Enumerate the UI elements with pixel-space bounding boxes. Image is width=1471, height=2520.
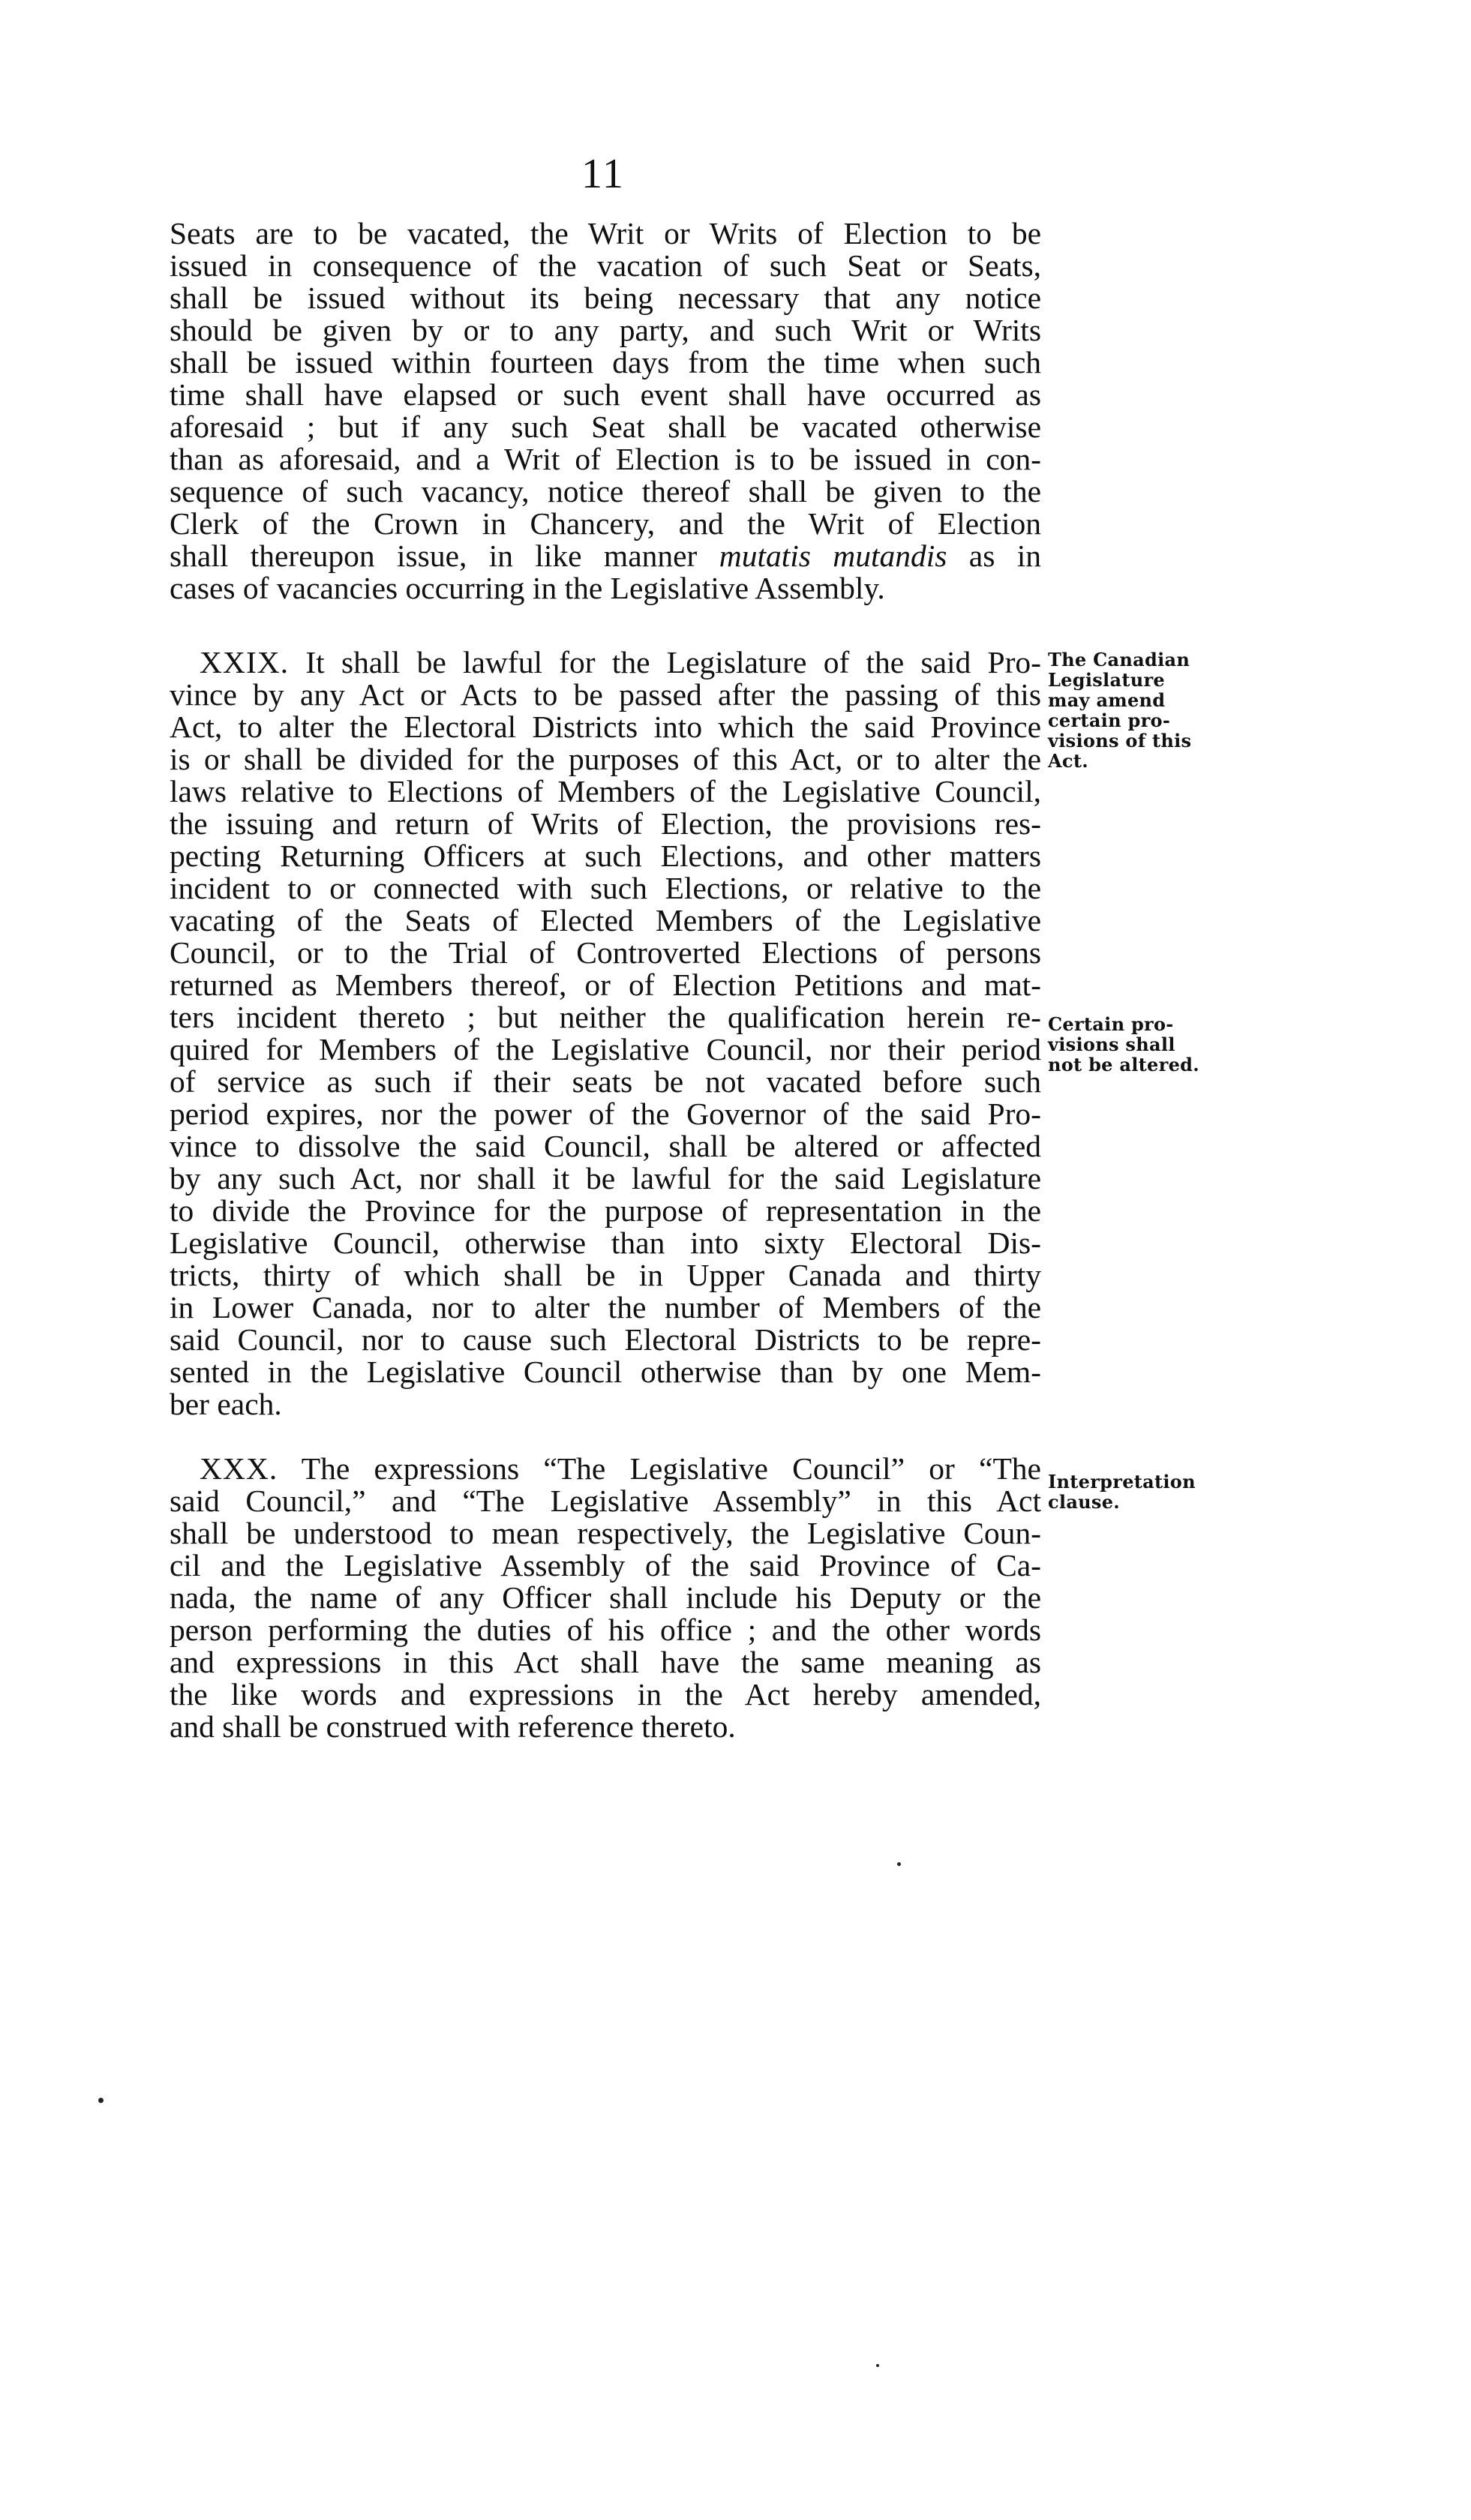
section-first-line (170, 646, 1041, 679)
text-line-with-italic (170, 540, 1041, 572)
text-line: said Council,” and “The Legislative Assembly” in this Act (170, 1484, 1041, 1518)
margin-note-line: Interpretation (1048, 1471, 1196, 1492)
text-line: than as aforesaid, and a Writ of Election is to be issued in con- (170, 442, 1041, 476)
text-line: vince by any Act or Acts to be passed after the passing of this (170, 677, 1041, 712)
margin-note-line: visions shall (1048, 1034, 1175, 1055)
margin-note-line: not be altered. (1048, 1054, 1199, 1076)
scan-speck (897, 1862, 901, 1866)
margin-note-line: Legislature (1048, 669, 1165, 691)
text-line: returned as Members thereof, or of Election Petitions and mat- (170, 968, 1041, 1002)
text-line: vacating of the Seats of Elected Members of the Legislative (170, 903, 1041, 938)
text-segment: shall thereupon issue, in like manner (170, 538, 698, 573)
text-segment: It shall be lawful for the Legislature of the said Pro- (305, 645, 1041, 680)
text-line: issued in consequence of the vacation of such Seat or Seats, (170, 248, 1041, 283)
text-line: ber each. (170, 1387, 282, 1421)
margin-note-line: The Canadian (1048, 649, 1190, 670)
text-line: the issuing and return of Writs of Election, the provisions res- (170, 806, 1041, 841)
text-line: person performing the duties of his office ; and the other words (170, 1612, 1041, 1647)
text-line: shall be understood to mean respectively, the Legislative Coun- (170, 1516, 1041, 1550)
margin-note-line: clause. (1048, 1491, 1120, 1513)
section-number: XXX. (200, 1451, 278, 1486)
margin-note-canadian-legislature (1048, 650, 1198, 771)
text-line: said Council, nor to cause such Electoral Districts to be repre- (170, 1322, 1041, 1357)
text-line: nada, the name of any Officer shall include his Deputy or the (170, 1580, 1041, 1615)
text-line: by any such Act, nor shall it be lawful for the said Legislature (170, 1161, 1041, 1196)
margin-note-line: visions of this (1048, 730, 1192, 752)
scan-speck (98, 2098, 104, 2103)
text-line: Seats are to be vacated, the Writ or Writs of Election to be (170, 216, 1041, 250)
margin-note-line: certain pro- (1048, 710, 1171, 731)
text-line: quired for Members of the Legislative Council, nor their period (170, 1032, 1041, 1066)
section-number: XXIX. (200, 645, 290, 680)
text-line: Legislative Council, otherwise than into sixty Electoral Dis- (170, 1226, 1041, 1260)
margin-note-certain-provisions (1048, 1014, 1198, 1075)
text-line: the like words and expressions in the Act hereby amended, (170, 1677, 1041, 1712)
text-line: and shall be construed with reference thereto. (170, 1709, 736, 1744)
text-line: shall be issued without its being necessary that any notice (170, 280, 1041, 315)
text-line: period expires, nor the power of the Governor of the said Pro- (170, 1096, 1041, 1131)
text-line: aforesaid ; but if any such Seat shall be vacated otherwise (170, 410, 1041, 444)
text-line: tricts, thirty of which shall be in Upper Canada and thirty (170, 1258, 1041, 1292)
page-number: 11 (581, 151, 625, 197)
text-line: Council, or to the Trial of Controverted Elections of persons (170, 935, 1041, 970)
scan-speck (876, 2364, 879, 2367)
text-segment: as in (968, 538, 1041, 573)
text-line: sented in the Legislative Council otherwise than by one Mem- (170, 1354, 1041, 1389)
text-line: cases of vacancies occurring in the Legislative Assembly. (170, 571, 885, 605)
text-line: in Lower Canada, nor to alter the number of Members of the (170, 1290, 1041, 1324)
section-first-line (170, 1453, 1041, 1485)
text-line: laws relative to Elections of Members of the Legislative Council, (170, 774, 1041, 808)
paragraph-continuation (170, 218, 1041, 604)
text-line: pecting Returning Officers at such Elections, and other matters (170, 838, 1041, 873)
italic-phrase: mutatis mutandis (719, 538, 947, 573)
margin-note-line: Certain pro- (1048, 1013, 1174, 1035)
margin-note-interpretation (1048, 1472, 1198, 1512)
text-line: vince to dissolve the said Council, shall be altered or affected (170, 1129, 1041, 1163)
text-line: time shall have elapsed or such event shall have occurred as (170, 377, 1041, 412)
margin-note-line: may amend (1048, 689, 1166, 711)
text-line: is or shall be divided for the purposes of this Act, or to alter the (170, 742, 1041, 776)
text-line: Clerk of the Crown in Chancery, and the Writ of Election (170, 506, 1041, 541)
text-line: Act, to alter the Electoral Districts into which the said Province (170, 710, 1041, 744)
margin-note-line: Act. (1048, 750, 1088, 772)
text-line: of service as such if their seats be not vacated before such (170, 1064, 1041, 1099)
text-line: sequence of such vacancy, notice thereof shall be given to the (170, 474, 1041, 508)
text-line: should be given by or to any party, and such Writ or Writs (170, 313, 1041, 347)
text-line: ters incident thereto ; but neither the qualification herein re- (170, 1000, 1041, 1034)
text-line: to divide the Province for the purpose of representation in the (170, 1193, 1041, 1228)
text-line: and expressions in this Act shall have the same meaning as (170, 1645, 1041, 1679)
text-line: shall be issued within fourteen days from the time when such (170, 345, 1041, 380)
text-segment: The expressions “The Legislative Council” or “The (301, 1451, 1041, 1486)
section-xxix (170, 646, 1041, 1420)
section-xxx (170, 1453, 1041, 1743)
text-line: cil and the Legislative Assembly of the said Province of Ca- (170, 1548, 1041, 1582)
text-line: incident to or connected with such Elections, or relative to the (170, 871, 1041, 905)
